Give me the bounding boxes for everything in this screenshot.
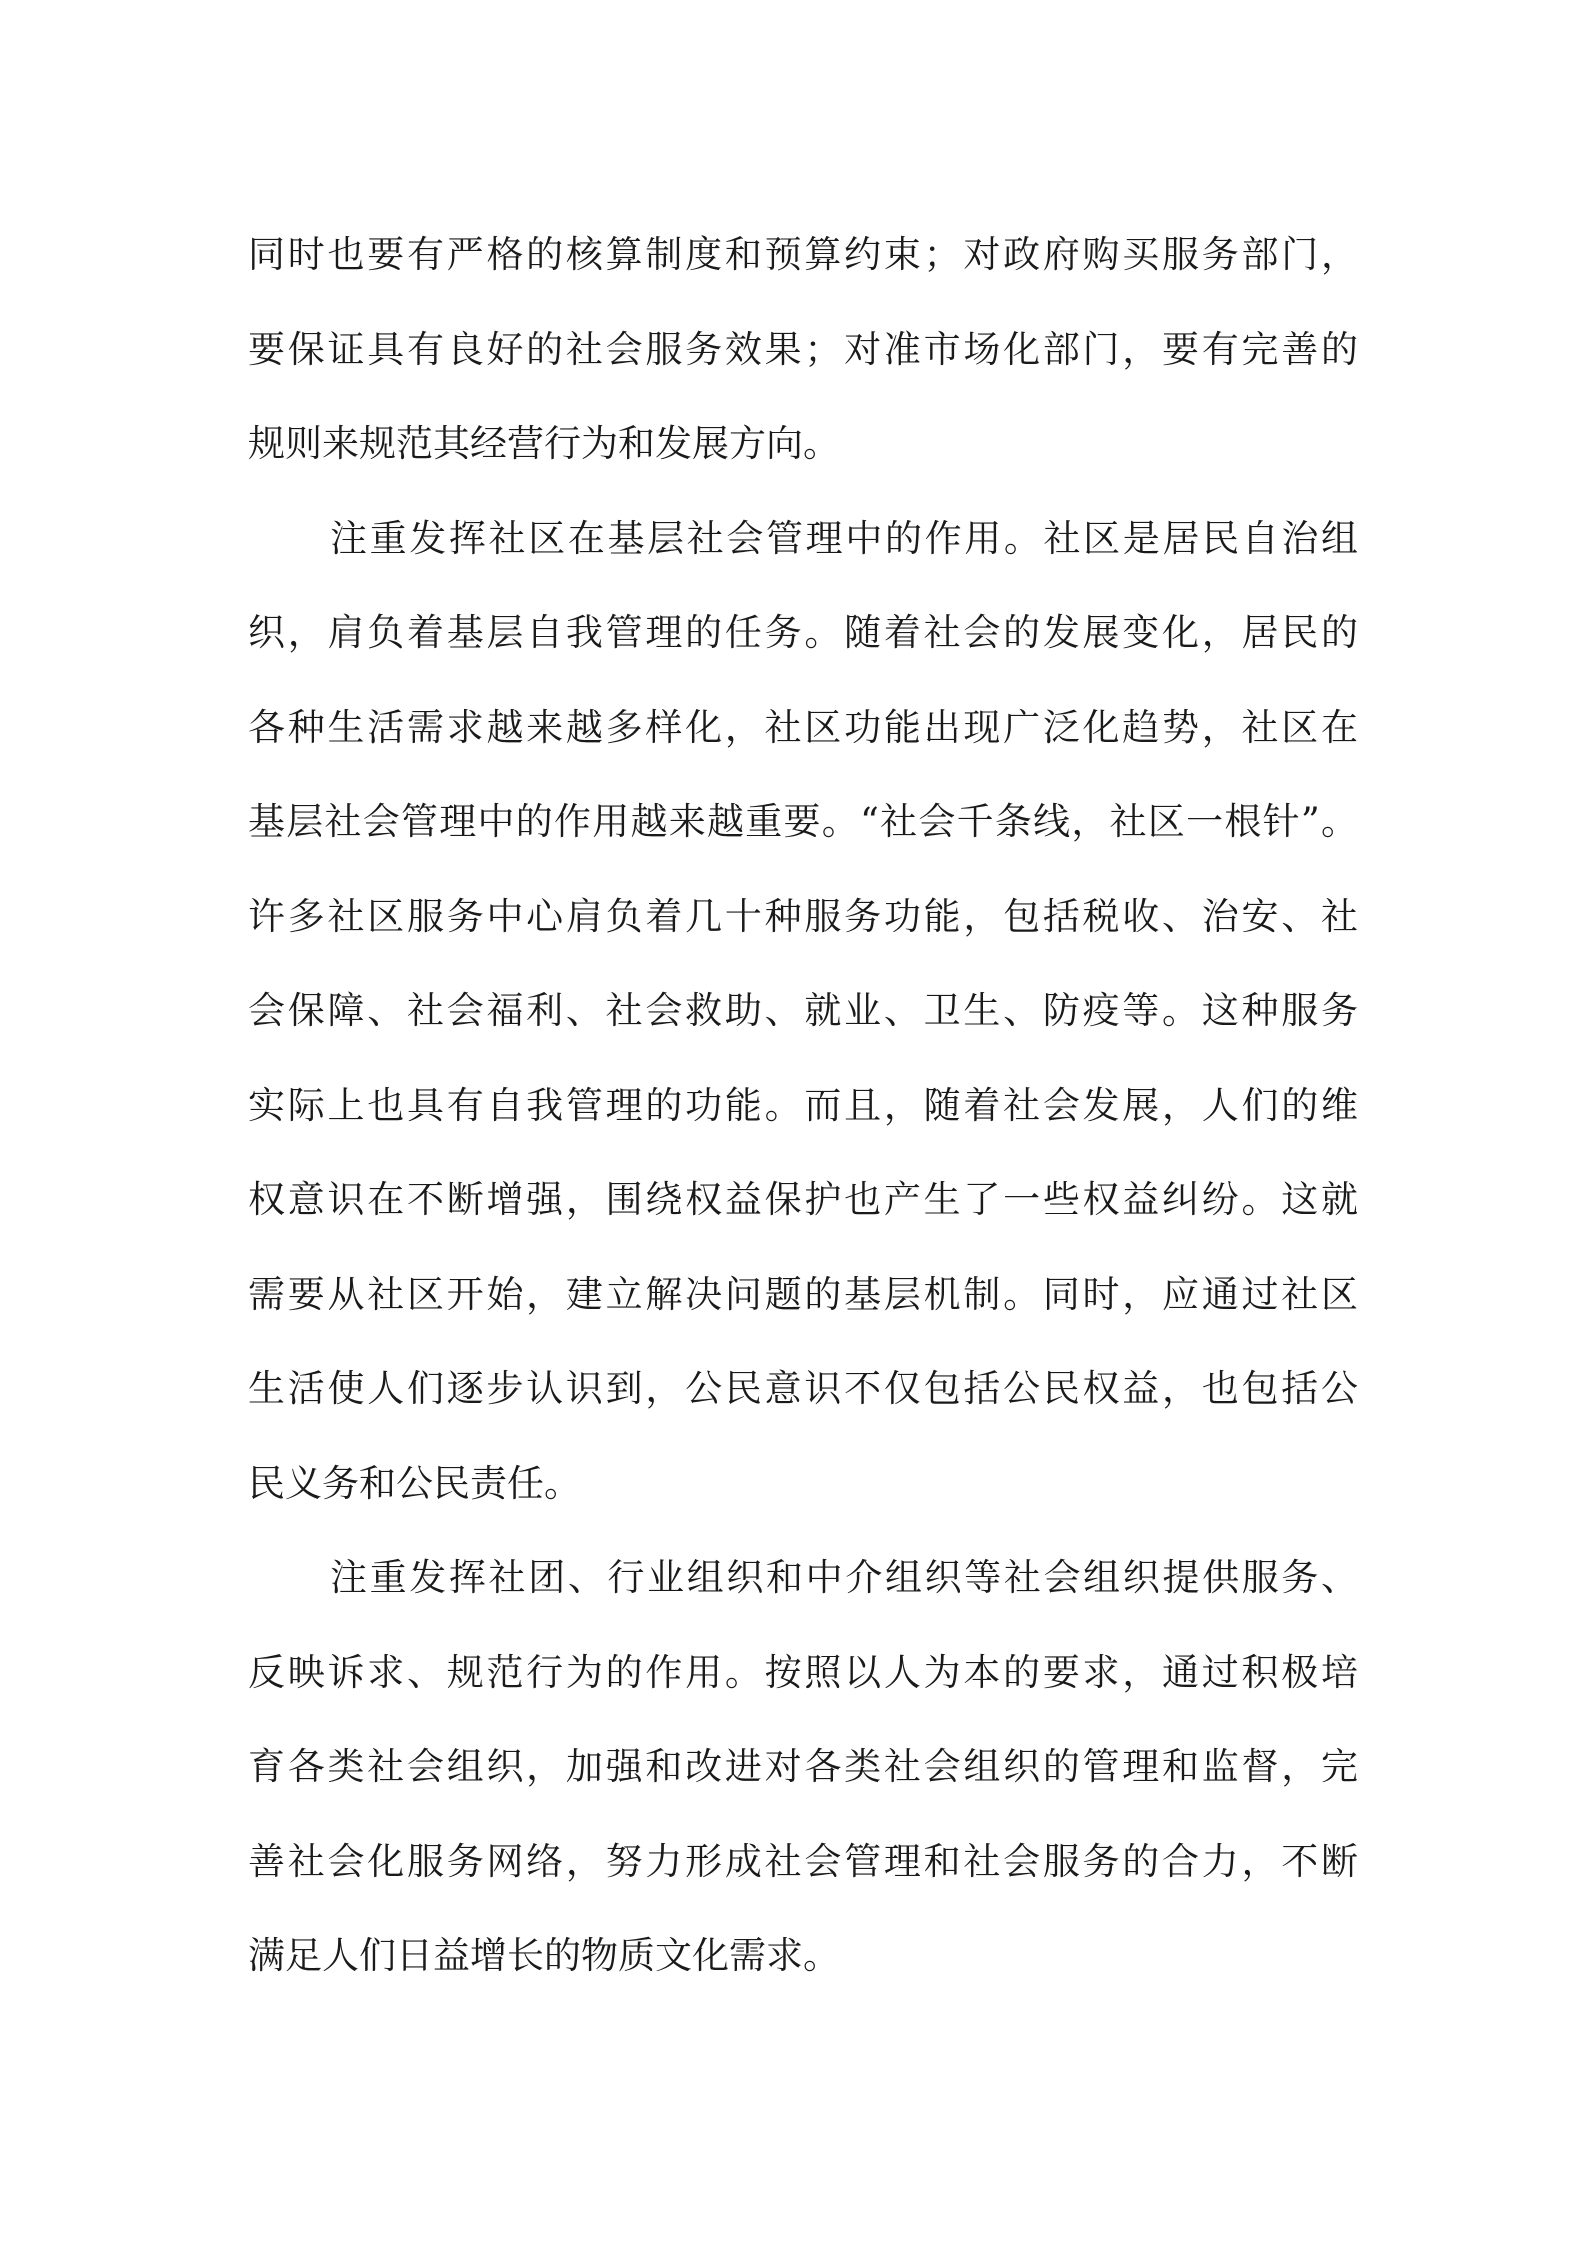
paragraph-line: 许多社区服务中心肩负着几十种服务功能，包括税收、治安、社 bbox=[248, 894, 1358, 938]
paragraph-line: 生活使人们逐步认识到，公民意识不仅包括公民权益，也包括公 bbox=[248, 1367, 1358, 1410]
paragraph-3 bbox=[248, 1531, 1358, 2004]
paragraph-line: 反映诉求、规范行为的作用。按照以人为本的要求，通过积极培 bbox=[248, 1650, 1358, 1694]
paragraph-line: 民义务和公民责任。 bbox=[248, 1461, 581, 1505]
paragraph-line: 注重发挥社区在基层社会管理中的作用。社区是居民自治组 bbox=[330, 516, 1358, 560]
paragraph-line: 善社会化服务网络，努力形成社会管理和社会服务的合力，不断 bbox=[248, 1839, 1358, 1883]
document-body bbox=[248, 208, 1358, 2004]
paragraph-line: 会保障、社会福利、社会救助、就业、卫生、防疫等。这种服务 bbox=[248, 989, 1358, 1032]
paragraph-line: 织，肩负着基层自我管理的任务。随着社会的发展变化，居民的 bbox=[248, 611, 1358, 654]
paragraph-2 bbox=[248, 492, 1358, 1532]
paragraph-line: 基层社会管理中的作用越来越重要。“社会千条线，社区一根针”。 bbox=[248, 800, 1358, 843]
paragraph-line: 需要从社区开始，建立解决问题的基层机制。同时，应通过社区 bbox=[248, 1272, 1358, 1316]
paragraph-line: 注重发挥社团、行业组织和中介组织等社会组织提供服务、 bbox=[330, 1556, 1358, 1599]
paragraph-line: 要保证具有良好的社会服务效果；对准市场化部门，要有完善的 bbox=[248, 327, 1358, 371]
paragraph-line: 规则来规范其经营行为和发展方向。 bbox=[248, 422, 840, 465]
paragraph-line: 权意识在不断增强，围绕权益保护也产生了一些权益纠纷。这就 bbox=[248, 1178, 1358, 1221]
paragraph-line: 各种生活需求越来越多样化，社区功能出现广泛化趋势，社区在 bbox=[248, 705, 1358, 749]
paragraph-line: 同时也要有严格的核算制度和预算约束；对政府购买服务部门， bbox=[248, 233, 1358, 276]
paragraph-line: 满足人们日益增长的物质文化需求。 bbox=[248, 1934, 840, 1977]
paragraph-line: 育各类社会组织，加强和改进对各类社会组织的管理和监督，完 bbox=[248, 1745, 1358, 1788]
paragraph-1 bbox=[248, 208, 1358, 492]
paragraph-line: 实际上也具有自我管理的功能。而且，随着社会发展，人们的维 bbox=[248, 1083, 1358, 1127]
